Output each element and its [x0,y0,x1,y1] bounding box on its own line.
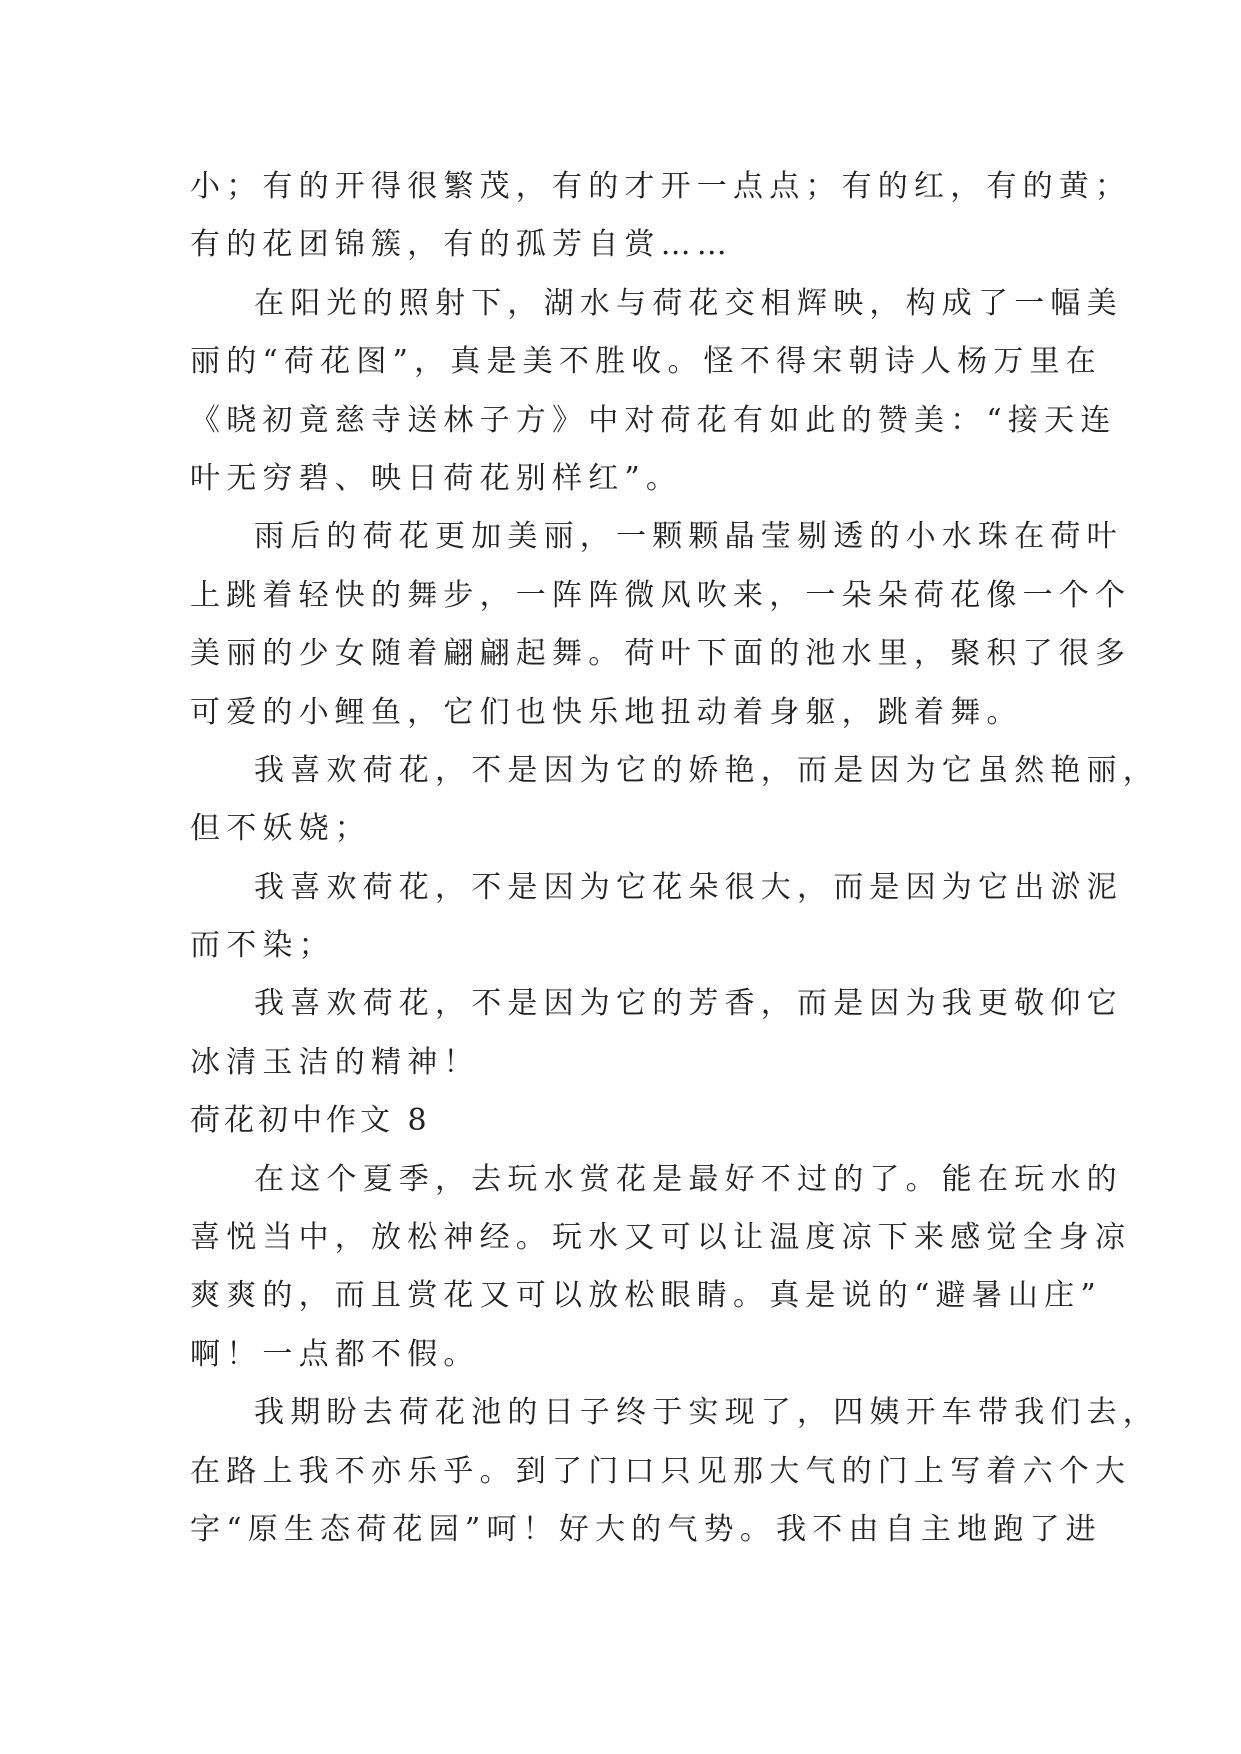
text-line: 但不妖娆； [190,811,371,847]
text-line: 叶无穷碧、映日荷花别样红”。 [190,460,683,496]
paragraph-start-line: 雨后的荷花更加美丽，一颗颗晶莹剔透的小水珠在荷叶 [254,519,1123,555]
paragraph-start-line: 在阳光的照射下，湖水与荷花交相辉映，构成了一幅美 [254,285,1123,321]
text-line: 而不染； [190,928,335,964]
text-line: 小；有的开得很繁茂，有的才开一点点；有的红，有的黄； [190,169,1132,204]
text-line: 有的花团锦簇，有的孤芳自赏…… [190,227,733,263]
document-body [190,158,1159,1559]
text-line: 啊！一点都不假。 [190,1336,480,1372]
text-line: 在路上我不亦乐乎。到了门口只见那大气的门上写着六个大 [190,1453,1132,1489]
text-line: 冰清玉洁的精神！ [190,1044,480,1080]
text-line: 上跳着轻快的舞步，一阵阵微风吹来，一朵朵荷花像一个个 [190,577,1132,613]
paragraph-start-line: 我期盼去荷花池的日子终于实现了，四姨开车带我们去， [254,1395,1159,1431]
text-line: 丽的“荷花图”，真是美不胜收。怪不得宋朝诗人杨万里在 [190,344,1102,380]
text-line: 爽爽的，而且赏花又可以放松眼睛。真是说的“避暑山庄” [190,1278,1102,1314]
text-line: 喜悦当中，放松神经。玩水又可以让温度凉下来感觉全身凉 [190,1220,1132,1256]
paragraph-start-line: 我喜欢荷花，不是因为它的芳香，而是因为我更敬仰它 [254,986,1123,1022]
section-heading: 荷花初中作文 8 [190,1103,431,1139]
paragraph-start-line: 我喜欢荷花，不是因为它花朵很大，而是因为它出淤泥 [254,869,1123,905]
text-line: 美丽的少女随着翩翩起舞。荷叶下面的池水里，聚积了很多 [190,636,1132,672]
paragraph-start-line: 在这个夏季，去玩水赏花是最好不过的了。能在玩水的 [254,1161,1123,1197]
text-line: 可爱的小鲤鱼，它们也快乐地扭动着身躯，跳着舞。 [190,694,1023,730]
text-line: 《晓初竟慈寺送林子方》中对荷花有如此的赞美：“接天连 [190,402,1117,438]
paragraph-start-line: 我喜欢荷花，不是因为它的娇艳，而是因为它虽然艳丽， [254,752,1159,788]
text-line: 字“原生态荷花园”呵！好大的气势。我不由自主地跑了进 [190,1511,1102,1547]
